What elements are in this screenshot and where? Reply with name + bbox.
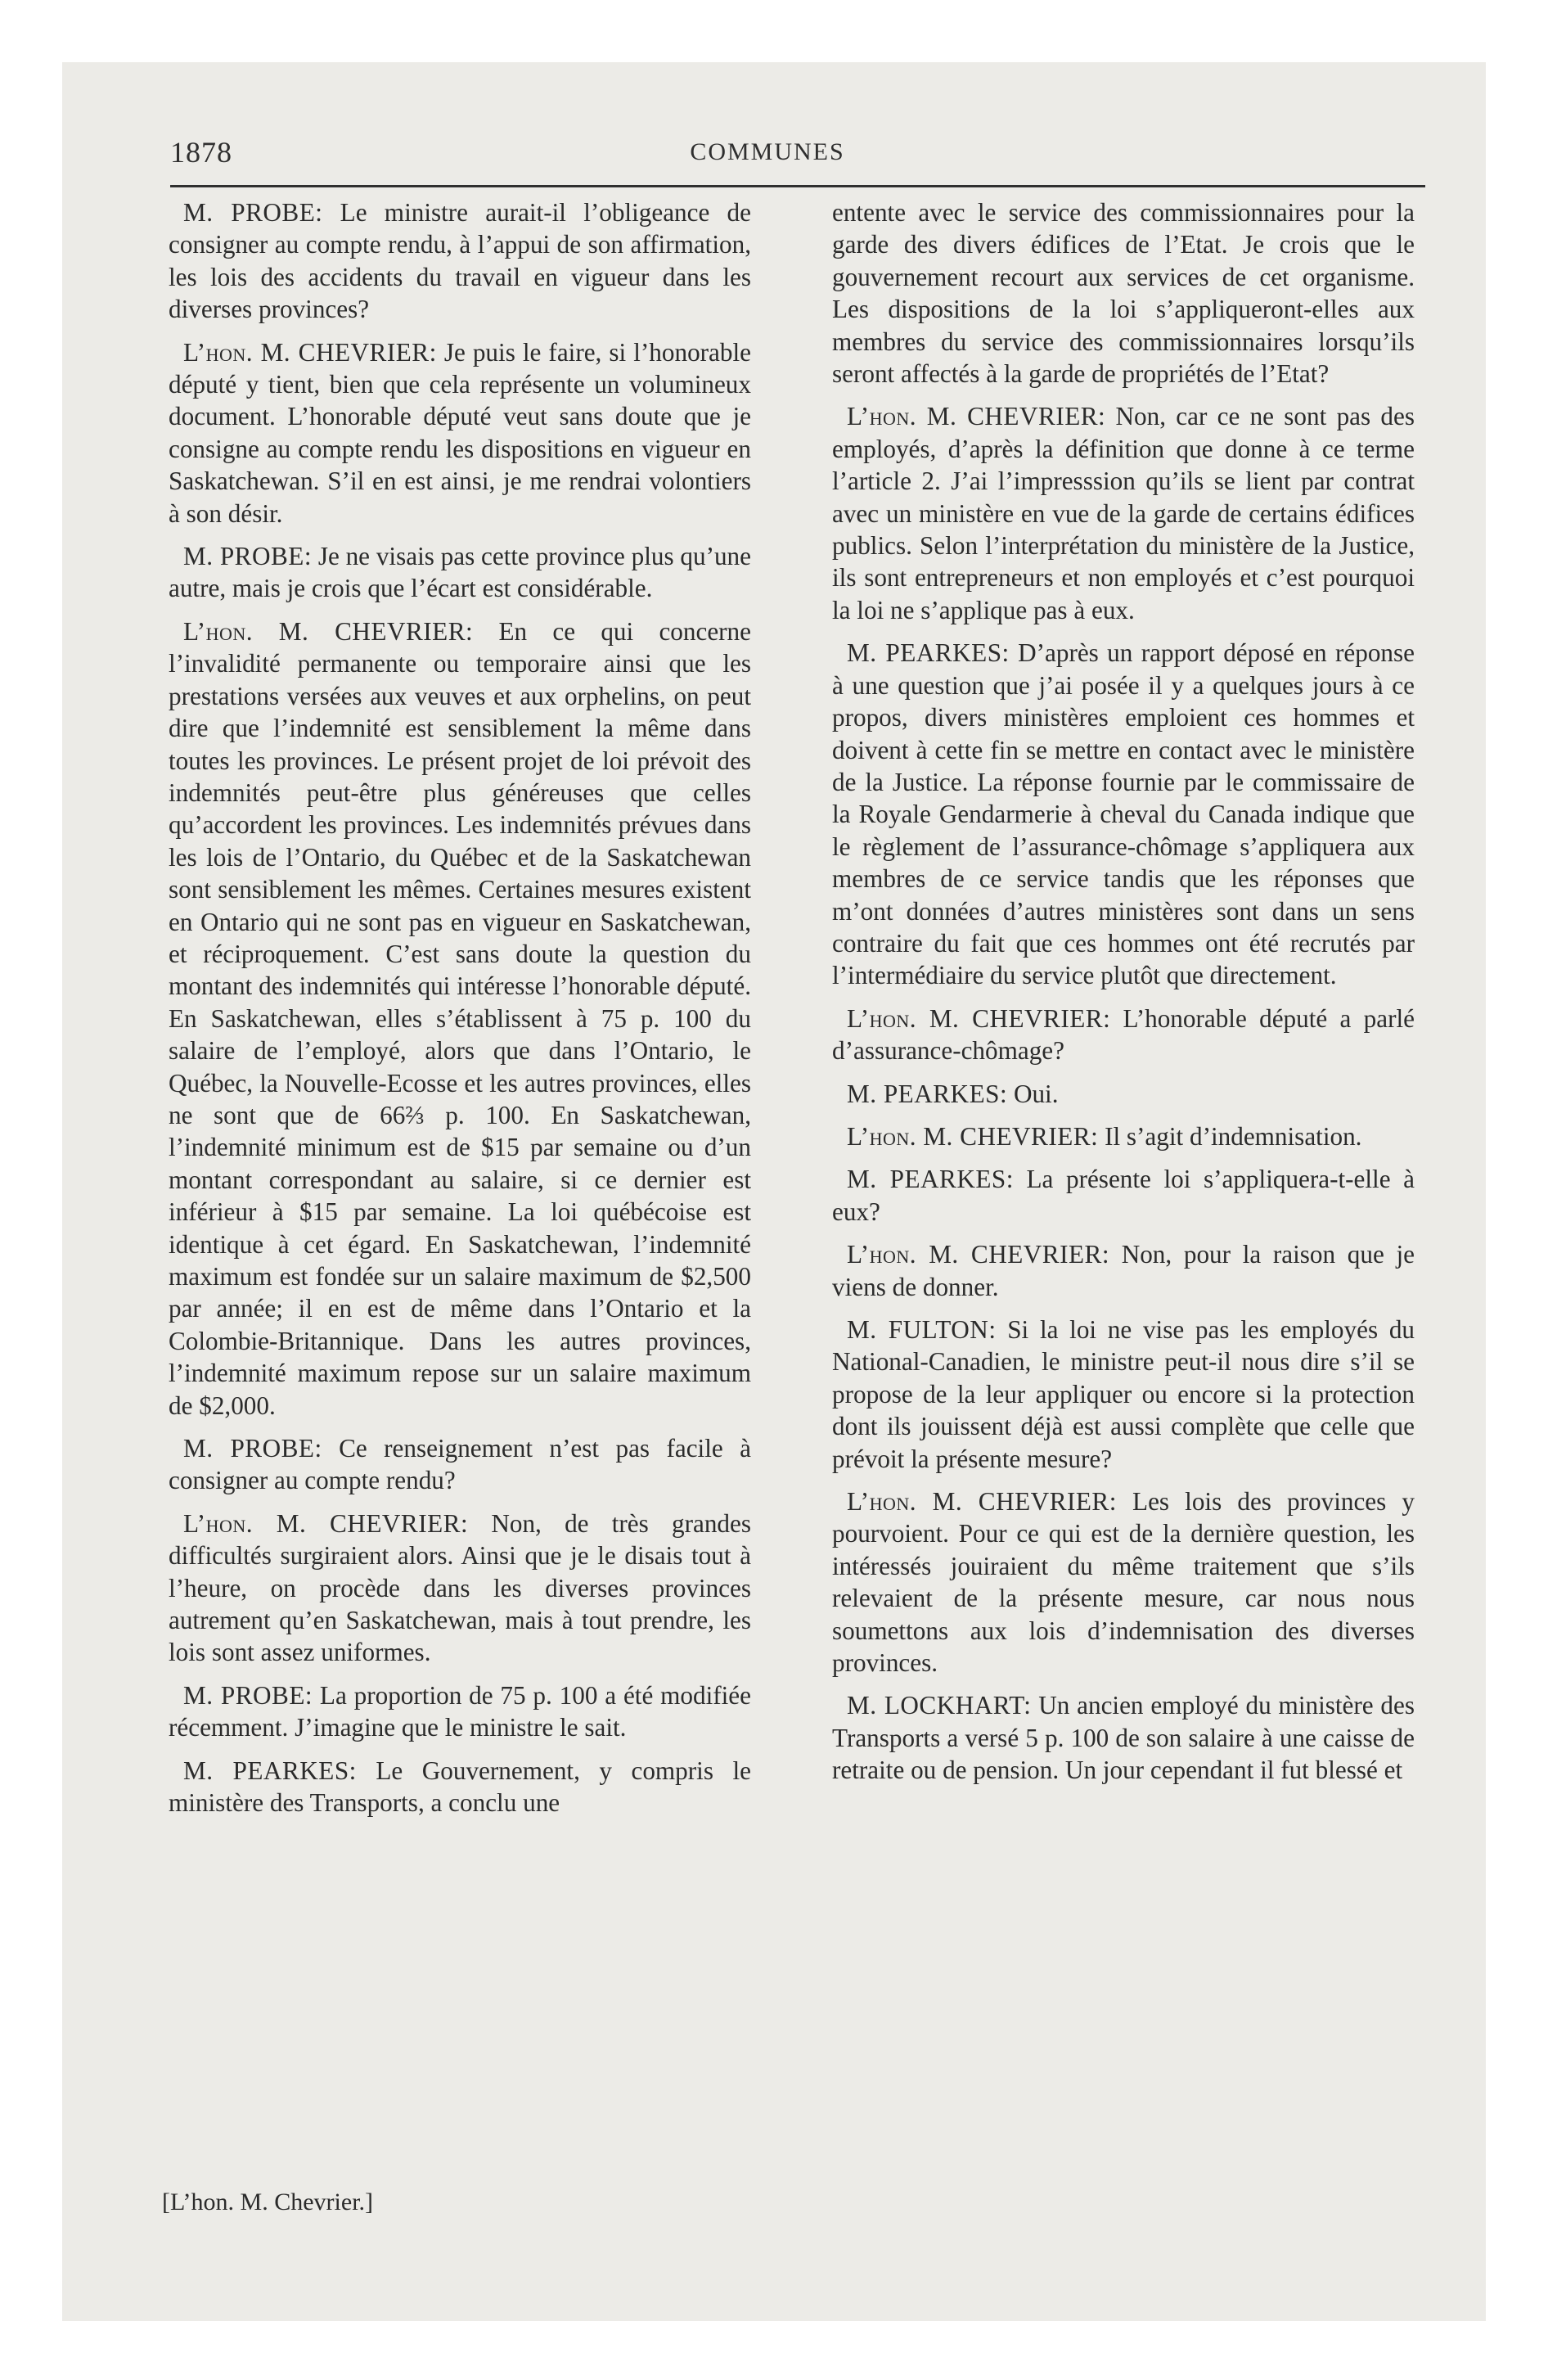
page-number: 1878	[170, 136, 232, 169]
speech-text: La proportion de 75 p. 100 a été modifiée récemment. J’imagine que le ministre le sait.	[169, 1680, 751, 1742]
speaker-name: M. PROBE:	[183, 198, 323, 227]
speaker-name: L’hon. M. CHEVRIER:	[847, 1487, 1117, 1517]
header-rule	[170, 185, 1425, 187]
speaker-name: L’hon. M. CHEVRIER:	[847, 1003, 1111, 1033]
right-column	[832, 196, 1415, 1797]
paragraph	[169, 615, 751, 1422]
speaker-name: M. PEARKES:	[847, 638, 1010, 668]
speech-text: Non, pour la raison que je viens de donner.	[832, 1240, 1415, 1301]
speaker-name: L’hon. M. CHEVRIER:	[183, 1508, 469, 1538]
paragraph	[169, 336, 751, 530]
paragraph	[169, 1432, 751, 1497]
speech-text: Je puis le faire, si l’honorable député y tient, bien que cela représente un volumineux document. L’honorable député veut sans doute que je consigne au compte rendu les dispositions en vigueur en Saskatchewan. S’il en est ainsi, je me rendrai volontiers à son désir.	[169, 337, 751, 528]
paragraph	[169, 1508, 751, 1669]
speaker-name: L’hon. M. CHEVRIER:	[183, 337, 437, 367]
speech-text: Le ministre aurait-il l’obligeance de consigner au compte rendu, à l’appui de son affirmation, les lois des accidents du travail en vigueur dans les diverses provinces?	[169, 198, 751, 324]
speech-text: D’après un rapport déposé en réponse à une question que j’ai posée il y a quelques jours à ce propos, divers ministères emploient ces hommes et doivent à cette fin se mettre en contact avec le ministère de la Justice. La réponse fournie par le commissaire de la Royale Gendarmerie à cheval du Canada indique que le règlement de l’assurance-chômage s’appliquera aux membres de ce service tandis que les réponses que m’ont données d’autres ministères sont dans un sens contraire du fait que ces hommes ont été recrutés par l’intermédiaire du service plutôt que directement.	[832, 638, 1415, 990]
speaker-name: M. LOCKHART:	[847, 1691, 1032, 1720]
speech-text: Oui.	[1007, 1079, 1059, 1108]
speech-text: Le Gouvernement, y compris le ministère des Transports, a conclu une	[169, 1756, 751, 1818]
paragraph	[832, 1163, 1415, 1228]
speech-text: En ce qui concerne l’invalidité permanente ou temporaire ainsi que les prestations versées aux veuves et aux orphelins, on peut dire que l’indemnité est sensiblement la même dans toutes les provinces. Le présent projet de loi prévoit des indemnités peut-être plus généreuses que celles qu’accordent les provinces. Les indemnités prévues dans les lois de l’Ontario, du Québec et de la Saskatchewan sont sensiblement les mêmes. Certaines mesures existent en Ontario qui ne sont pas en vigueur en Saskatchewan, et réciproquement. C’est sans doute la question du montant des indemnités qui intéresse l’honorable député. En Saskatchewan, elles s’établissent à 75 p. 100 du salaire de l’employé, alors que dans l’Ontario, le Québec, la Nouvelle-Ecosse et les autres provinces, elles ne sont que de 66⅔ p. 100. En Saskatchewan, l’indemnité minimum est de $15 par semaine ou d’un montant correspondant au salaire, si ce dernier est inférieur à $15 par semaine. La loi québécoise est identique à cet égard. En Saskatchewan, l’indemnité maximum est fondée sur un salaire maximum de $2,500 par année; il en est de même dans l’Ontario et la Colombie-Britannique. Dans les autres provinces, l’indemnité maximum repose sur un salaire maximum de $2,000.	[169, 616, 751, 1420]
speaker-name: L’hon. M. CHEVRIER:	[847, 1121, 1099, 1151]
running-title: COMMUNES	[690, 138, 845, 165]
speaker-name: M. PROBE:	[183, 542, 313, 571]
paragraph	[832, 1689, 1415, 1786]
speaker-footnote: [L’hon. M. Chevrier.]	[162, 2188, 374, 2215]
paragraph	[169, 1679, 751, 1744]
left-column	[169, 196, 751, 1830]
paragraph	[169, 196, 751, 326]
paragraph	[832, 637, 1415, 991]
speaker-name: M. PEARKES:	[847, 1165, 1014, 1194]
speech-text: Il s’agit d’indemnisation.	[1098, 1121, 1362, 1151]
speech-text: Un ancien employé du ministère des Transports a versé 5 p. 100 de son salaire à une caisse de retraite ou de pension. Un jour cependant il fut blessé et	[832, 1691, 1415, 1785]
paragraph	[169, 540, 751, 605]
speech-text: Ce renseignement n’est pas facile à consigner au compte rendu?	[169, 1434, 751, 1495]
speaker-name: M. PROBE:	[183, 1680, 313, 1710]
page-header	[110, 135, 1425, 184]
paragraph-continued	[832, 196, 1415, 390]
speaker-name: L’hon. M. CHEVRIER:	[847, 402, 1106, 431]
paragraph	[832, 1120, 1415, 1152]
paragraph	[169, 1755, 751, 1819]
paragraph	[832, 1078, 1415, 1110]
paragraph	[832, 400, 1415, 626]
speaker-name: M. PROBE:	[183, 1434, 322, 1463]
speech-text: Si la loi ne vise pas les employés du National-Canadien, le ministre peut-il nous dire s’il se propose de la leur appliquer ou encore si la protection dont ils jouissent déjà est aussi complète que celle que prévoit la présente mesure?	[832, 1315, 1415, 1473]
speech-text: Je ne visais pas cette province plus qu’une autre, mais je crois que l’écart est considérable.	[169, 542, 751, 603]
speaker-name: M. PEARKES:	[847, 1079, 1008, 1108]
speech-text: L’honorable député a parlé d’assurance-chômage?	[832, 1003, 1415, 1066]
speech-text: entente avec le service des commissionnaires pour la garde des divers édifices de l’Etat. Je crois que le gouvernement recourt aux services de cet organisme. Les dispositions de la loi s’appliqueront-elles aux membres du service des commissionnaires lorsqu’ils seront affectés à la garde de propriétés de l’Etat?	[832, 198, 1415, 389]
speaker-name: L’hon. M. CHEVRIER:	[847, 1240, 1110, 1269]
speech-text: Non, de très grandes difficultés surgiraient alors. Ainsi que je le disais tout à l’heure, on procède dans les diverses provinces autrement qu’en Saskatchewan, mais à tout prendre, les lois sont assez uniformes.	[169, 1508, 751, 1667]
paragraph	[832, 1238, 1415, 1303]
speech-text: Les lois des provinces y pourvoient. Pour ce qui est de la dernière question, les intéressés jouiraient du même traitement que s’ils relevaient de la présente mesure, car nous nous soumettons aux lois d’indemnisation des diverses provinces.	[832, 1487, 1415, 1678]
speaker-name: M. PEARKES:	[183, 1756, 357, 1785]
paragraph	[832, 1314, 1415, 1475]
speech-text: La présente loi s’appliquera-t-elle à eux?	[832, 1165, 1415, 1226]
paragraph	[832, 1485, 1415, 1679]
paragraph	[832, 1003, 1415, 1067]
speech-text: Non, car ce ne sont pas des employés, d’après la définition que donne à ce terme l’article 2. J’ai l’impresssion qu’ils se lient par contrat avec un ministère en vue de la garde de certains édifices publics. Selon l’interprétation du ministère de la Justice, ils sont entrepreneurs et non employés et c’est pourquoi la loi ne s’applique pas à eux.	[832, 402, 1415, 624]
speaker-name: M. FULTON:	[847, 1315, 997, 1344]
speaker-name: L’hon. M. CHEVRIER:	[183, 616, 474, 646]
